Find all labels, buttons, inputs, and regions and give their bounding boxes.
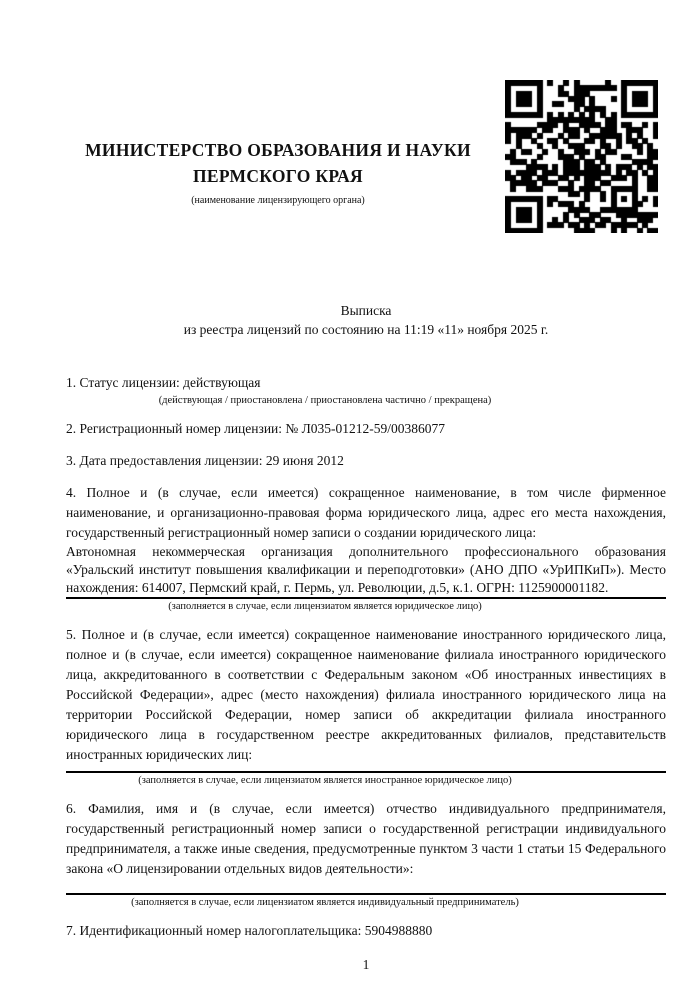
foreign-entity-caption: (заполняется в случае, если лицензиатом является иностранное юридическое лицо)	[138, 775, 512, 786]
legal-entity-underline	[66, 597, 666, 599]
document-title-line2: из реестра лицензий по состоянию на 11:19 «11» ноября 2025 г.	[183, 322, 549, 337]
document-title-line1: Выписка	[340, 303, 392, 318]
license-status-options-caption: (действующая / приостановлена / приостановлена частично / прекращена)	[158, 395, 492, 406]
qr-code	[505, 80, 658, 233]
taxpayer-number-value: 7. Идентификационный номер налогоплательщика: 5904988880	[66, 923, 433, 938]
legal-entity-answer: Автономная некоммерческая организация дополнительного профессионального образования «Уральский институт повышения квалификации и переподготовки» (АНО ДПО «УрИПКиП»). Место нахождения: 614007, Пермский край, г. Пермь, ул. Революции, д.5, к.1. ОГРН: 1125900001182.	[66, 544, 666, 595]
grant-date-value: 3. Дата предоставления лицензии: 29 июня 2012	[66, 453, 344, 468]
individual-entrepreneur-caption: (заполняется в случае, если лицензиатом является индивидуальный предприниматель)	[131, 897, 519, 908]
individual-entrepreneur-question: 6. Фамилия, имя и (в случае, если имеется) отчество индивидуального предпринимателя, государственный регистрационный номер записи о государственной регистрации индивидуального предпринимателя, а также иные сведения, предусмотренные пунктом 3 части 1 статьи 15 Федерального закона «О лицензировании отдельных видов деятельности»:	[66, 801, 666, 876]
document-body	[66, 373, 666, 941]
page-number: 1	[362, 957, 370, 972]
foreign-entity-underline	[66, 771, 666, 773]
ministry-name-line1: МИНИСТЕРСТВО ОБРАЗОВАНИЯ И НАУКИ	[85, 140, 471, 160]
foreign-entity-question: 5. Полное и (в случае, если имеется) сокращенное наименование иностранного юридического лица, полное и (в случае, если имеется) сокращенное наименование филиала иностранного юридического лица, аккредитованного в соответствии с Федеральным законом «Об иностранных инвестициях в Российской Федерации», адрес (место нахождения) филиала иностранного юридического лица на территории Российской Федерации, номер записи об аккредитации филиала иностранного юридического лица в государственном реестре аккредитованных филиалов, представительств иностранных юридических лиц:	[66, 627, 666, 762]
legal-entity-question: 4. Полное и (в случае, если имеется) сокращенное наименование, в том числе фирменное наименование, и организационно-правовая форма юридического лица, адрес его места нахождения, государственный регистрационный номер записи о создании юридического лица:	[66, 485, 666, 540]
qr-code-image	[505, 80, 658, 233]
license-status-value: 1. Статус лицензии: действующая	[66, 375, 261, 390]
document-header	[66, 0, 490, 207]
item-taxpayer-number	[66, 921, 666, 941]
registration-number-value: 2. Регистрационный номер лицензии: № Л035-01212-59/00386077	[66, 421, 446, 436]
document-title	[66, 301, 666, 339]
item-foreign-entity	[66, 625, 666, 787]
licensing-authority-name	[66, 137, 490, 189]
item-registration-number	[66, 419, 666, 439]
item-legal-entity	[66, 483, 666, 613]
item-license-status	[66, 373, 666, 407]
item-individual-entrepreneur	[66, 799, 666, 909]
item-grant-date	[66, 451, 666, 471]
legal-entity-caption: (заполняется в случае, если лицензиатом является юридическое лицо)	[168, 601, 482, 612]
licensing-authority-caption: (наименование лицензирующего органа)	[191, 195, 365, 206]
ministry-name-line2: ПЕРМСКОГО КРАЯ	[193, 166, 363, 186]
individual-entrepreneur-underline	[66, 893, 666, 895]
